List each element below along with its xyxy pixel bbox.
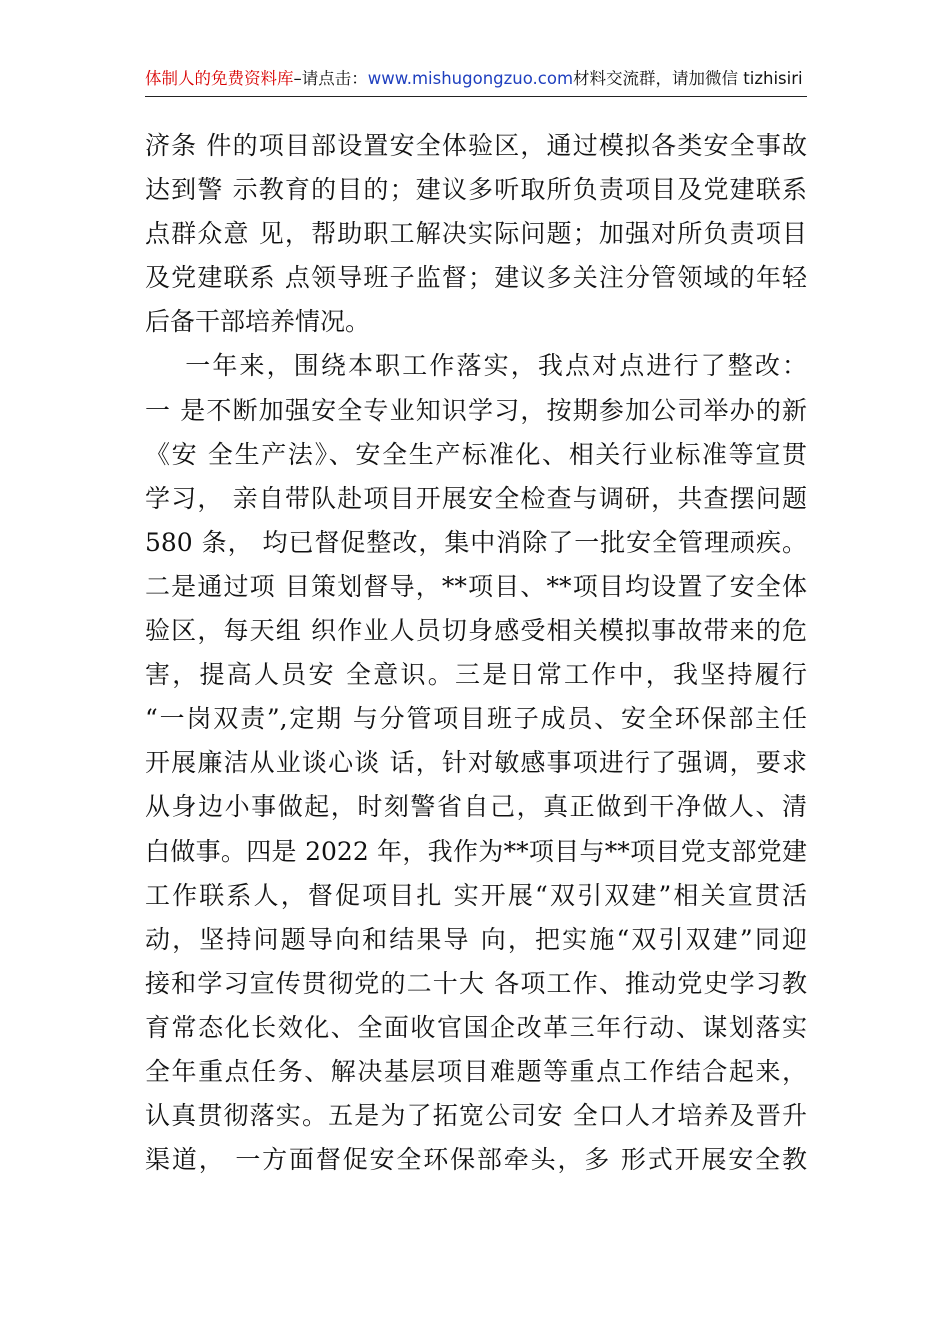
text-line: 验区，每天组 织作业人员切身感受相关模拟事故带来的危 — [145, 616, 807, 646]
text-line: 育常态化长效化、全面收官国企改革三年行动、谋划落实 — [145, 1012, 807, 1042]
text-line: 一 是不断加强安全专业知识学习，按期参加公司举办的新 — [145, 395, 807, 425]
text-line: 白做事。四是 2022 年，我作为**项目与**项目党支部党建 — [145, 836, 807, 866]
text-line: 达到警 示教育的目的；建议多听取所负责项目及党建联系 — [145, 175, 807, 205]
text-line: 渠道， 一方面督促安全环保部牵头，多 形式开展安全教 — [145, 1145, 807, 1175]
header-click-prompt: –请点击： — [293, 69, 368, 88]
text-line: 工作联系人，督促项目扎 实开展“双引双建”相关宣贯活 — [145, 880, 807, 910]
text-line: 认真贯彻落实。五是为了拓宽公司安 全口人才培养及晋升 — [145, 1101, 807, 1131]
text-line: 学习， 亲自带队赴项目开展安全检查与调研，共查摆问题 — [145, 483, 807, 513]
text-line: 及党建联系 点领导班子监督；建议多关注分管领域的年轻 — [145, 263, 807, 293]
text-line: 《安 全生产法》、安全生产标准化、相关行业标准等宣贯 — [145, 439, 807, 469]
text-line: 全年重点任务、解决基层项目难题等重点工作结合起来， — [145, 1056, 807, 1086]
header-brand: 体制人的免费资料库 — [145, 69, 294, 88]
text-line: 接和学习宣传贯彻党的二十大 各项工作、推动党史学习教 — [145, 968, 807, 998]
page-header-banner — [145, 62, 807, 97]
text-line: 动，坚持问题导向和结果导 向，把实施“双引双建”同迎 — [145, 924, 807, 954]
text-line: 从身边小事做起，时刻警省自己，真正做到干净做人、清 — [145, 792, 807, 822]
document-body — [145, 124, 807, 1182]
text-line: 后备干部培养情况。 — [145, 307, 371, 337]
text-line: 二是通过项 目策划督导，**项目、**项目均设置了安全体 — [145, 571, 807, 601]
text-line: “一岗双责”,定期 与分管项目班子成员、安全环保部主任 — [145, 704, 807, 734]
text-line: 开展廉洁从业谈心谈 话，针对敏感事项进行了强调，要求 — [145, 748, 807, 778]
header-contact-text: 材料交流群，请加微信 tizhisiri — [573, 69, 803, 88]
text-line: 580 条， 均已督促整改，集中消除了一批安全管理顽疾。 — [145, 527, 807, 557]
text-line: 济条 件的项目部设置安全体验区，通过模拟各类安全事故 — [145, 131, 807, 160]
text-line: 害，提高人员安 全意识。三是日常工作中，我坚持履行 — [145, 660, 807, 690]
text-line: 点群众意 见，帮助职工解决实际问题；加强对所负责项目 — [145, 219, 807, 249]
text-line: 一年来，围绕本职工作落实，我点对点进行了整改： — [145, 351, 807, 381]
header-website-link[interactable]: www.mishugongzuo.com — [367, 69, 574, 88]
